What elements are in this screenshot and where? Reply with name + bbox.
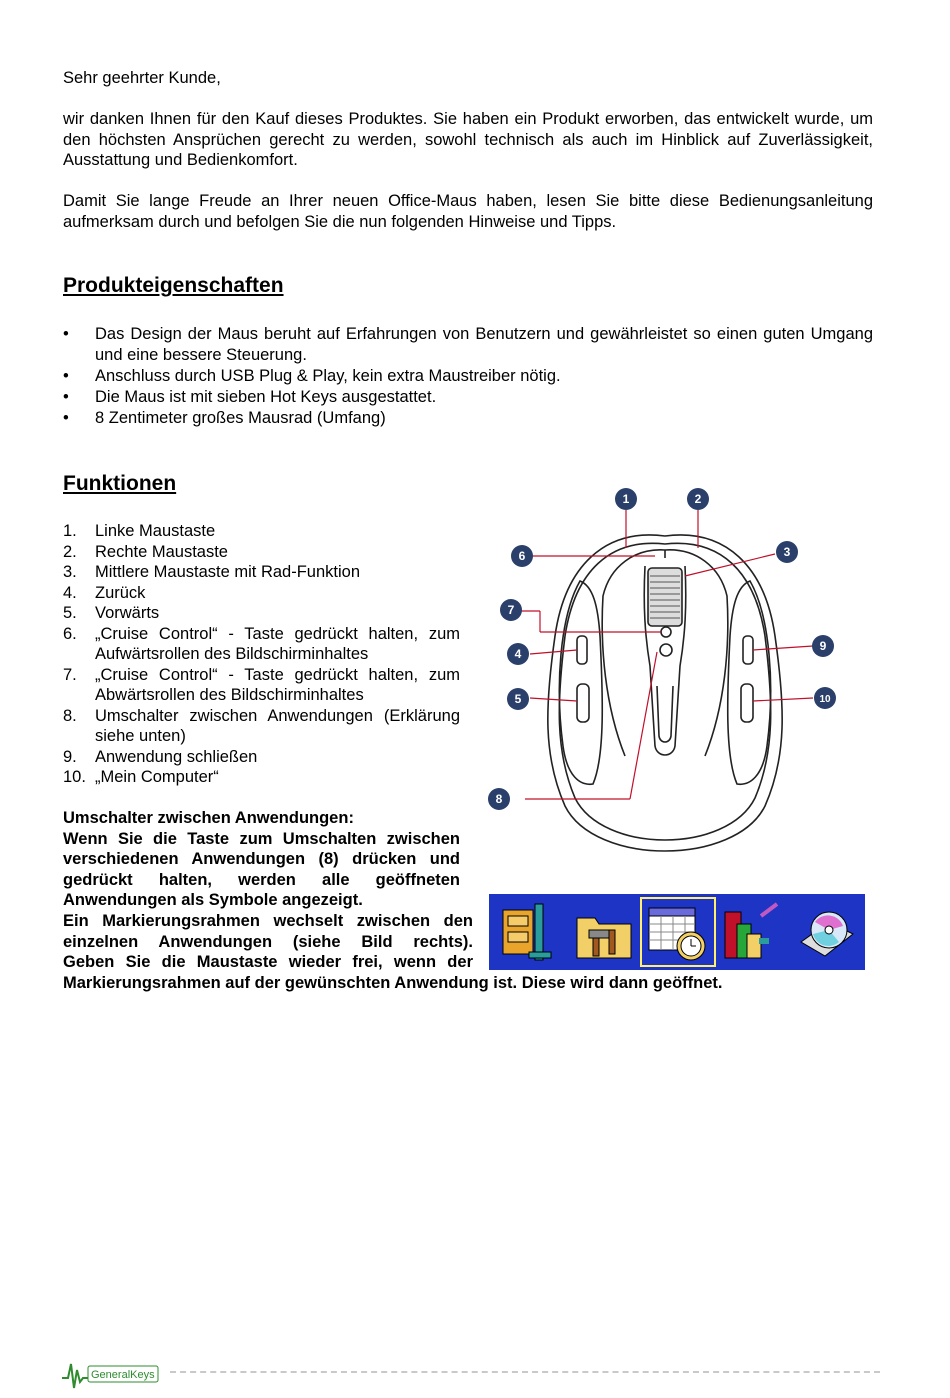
greeting: Sehr geehrter Kunde, — [63, 69, 221, 87]
callout-4 — [507, 643, 529, 665]
svg-text:9: 9 — [819, 639, 827, 653]
item-text: Linke Maustaste — [95, 522, 216, 540]
text-line: Ein Markierungsrahmen wechselt zwischen den — [63, 912, 473, 930]
text-line: gedrückt halten, werden alle geöffneten — [63, 870, 460, 889]
functions-list — [63, 521, 460, 788]
calendar-clock-icon — [641, 898, 715, 966]
list-item — [63, 583, 460, 604]
svg-text:5: 5 — [514, 692, 522, 706]
functions-heading: Funktionen — [63, 472, 177, 495]
item-text: Vorwärts — [95, 604, 160, 622]
item-text: Umschalter zwischen Anwendungen (Erklärung siehe unten) — [95, 706, 460, 745]
generalkeys-logo — [60, 1356, 170, 1392]
item-number: 9. — [63, 747, 77, 766]
svg-text:2: 2 — [694, 492, 702, 506]
list-item — [63, 624, 460, 665]
item-text: Anwendung schließen — [95, 747, 258, 766]
item-number: 5. — [63, 604, 77, 622]
text-line: Anwendungen als Symbole angezeigt. — [63, 891, 363, 909]
folder-tools-icon — [577, 918, 631, 958]
item-number: 4. — [63, 583, 77, 602]
list-item: • 8 Zentimeter großes Mausrad (Umfang) — [63, 408, 873, 429]
list-item: • Anschluss durch USB Plug & Play, kein extra Maustreiber nötig. — [63, 366, 873, 387]
list-item — [63, 767, 460, 788]
app-switcher-image — [489, 894, 865, 970]
svg-text:8: 8 — [495, 792, 503, 806]
switcher-title: Umschalter zwischen Anwendungen: — [63, 809, 354, 827]
list-item — [63, 665, 460, 706]
list-item — [63, 747, 460, 768]
svg-text:3: 3 — [783, 545, 791, 559]
list-item — [63, 562, 460, 583]
text-line: Wenn Sie die Taste zum Umschalten zwischen — [63, 829, 460, 848]
item-number: 10. — [63, 768, 86, 786]
chart-icon — [725, 904, 777, 958]
item-text: Rechte Maustaste — [95, 542, 228, 561]
item-text: „Cruise Control“ - Taste gedrückt halten, zum Aufwärtsrollen des Bildschirminhaltes — [95, 624, 460, 663]
item-text: Zurück — [95, 583, 146, 602]
svg-text:6: 6 — [518, 549, 526, 563]
properties-list — [63, 324, 873, 429]
item-text: „Mein Computer“ — [95, 768, 219, 786]
intro-paragraph: wir danken Ihnen für den Kauf dieses Produktes. Sie haben ein Produkt erworben, das entwickelt wurde, um den höchsten Ansprüchen gerecht zu werden, sowohl technisch als auch im Hinblick auf Zuverlässigkeit, Ausstattung und Bedienkomfort. — [63, 110, 873, 169]
item-number: 7. — [63, 665, 77, 684]
callout-1 — [615, 488, 637, 510]
list-item — [63, 521, 460, 542]
intro-paragraph: Damit Sie lange Freude an Ihrer neuen Office-Maus haben, lesen Sie bitte diese Bedienungsanleitung aufmerksam durch und befolgen Sie die nun folgenden Hinweise und Tipps. — [63, 192, 873, 231]
text-line: Markierungsrahmen auf der gewünschten Anwendung ist. Diese wird dann geöffnet. — [63, 974, 723, 992]
list-item: • Die Maus ist mit sieben Hot Keys ausgestattet. — [63, 387, 873, 408]
callout-9 — [812, 635, 834, 657]
svg-text:4: 4 — [514, 647, 522, 661]
cd-icon — [801, 912, 853, 956]
list-item — [63, 706, 460, 747]
item-number: 6. — [63, 624, 77, 643]
mouse-diagram — [485, 486, 845, 886]
switcher-description — [63, 808, 460, 911]
text-line: einzelnen Anwendungen (siehe Bild rechts). — [63, 932, 473, 951]
item-text: „Cruise Control“ - Taste gedrückt halten, zum Abwärtsrollen des Bildschirminhaltes — [95, 665, 460, 704]
file-cabinet-icon — [503, 904, 551, 960]
item-number: 3. — [63, 563, 77, 581]
svg-text:1: 1 — [622, 492, 630, 506]
text-line: Geben Sie die Maustaste wieder frei, wenn der — [63, 953, 473, 971]
callout-7 — [500, 599, 522, 621]
list-item — [63, 542, 460, 563]
svg-text:7: 7 — [507, 603, 515, 617]
list-item — [63, 603, 460, 624]
item-text: Mittlere Maustaste mit Rad-Funktion — [95, 563, 361, 581]
switcher-description-continued — [63, 911, 473, 973]
svg-text:10: 10 — [819, 694, 831, 705]
list-item: • Das Design der Maus beruht auf Erfahrungen von Benutzern und gewährleistet so einen guten Umgang und eine bessere Steuerung. — [63, 324, 873, 366]
item-number: 1. — [63, 522, 77, 540]
footer-divider — [170, 1371, 880, 1373]
callout-5 — [507, 688, 529, 710]
callout-3 — [776, 541, 798, 563]
callout-10 — [814, 687, 836, 709]
text-line: verschiedenen Anwendungen (8) drücken und — [63, 850, 460, 868]
item-number: 2. — [63, 542, 77, 561]
callout-6 — [511, 545, 533, 567]
callout-8 — [488, 788, 510, 810]
item-number: 8. — [63, 706, 77, 725]
logo-text: GeneralKeys — [91, 1369, 155, 1381]
properties-heading: Produkteigenschaften — [63, 274, 284, 297]
callout-2 — [687, 488, 709, 510]
